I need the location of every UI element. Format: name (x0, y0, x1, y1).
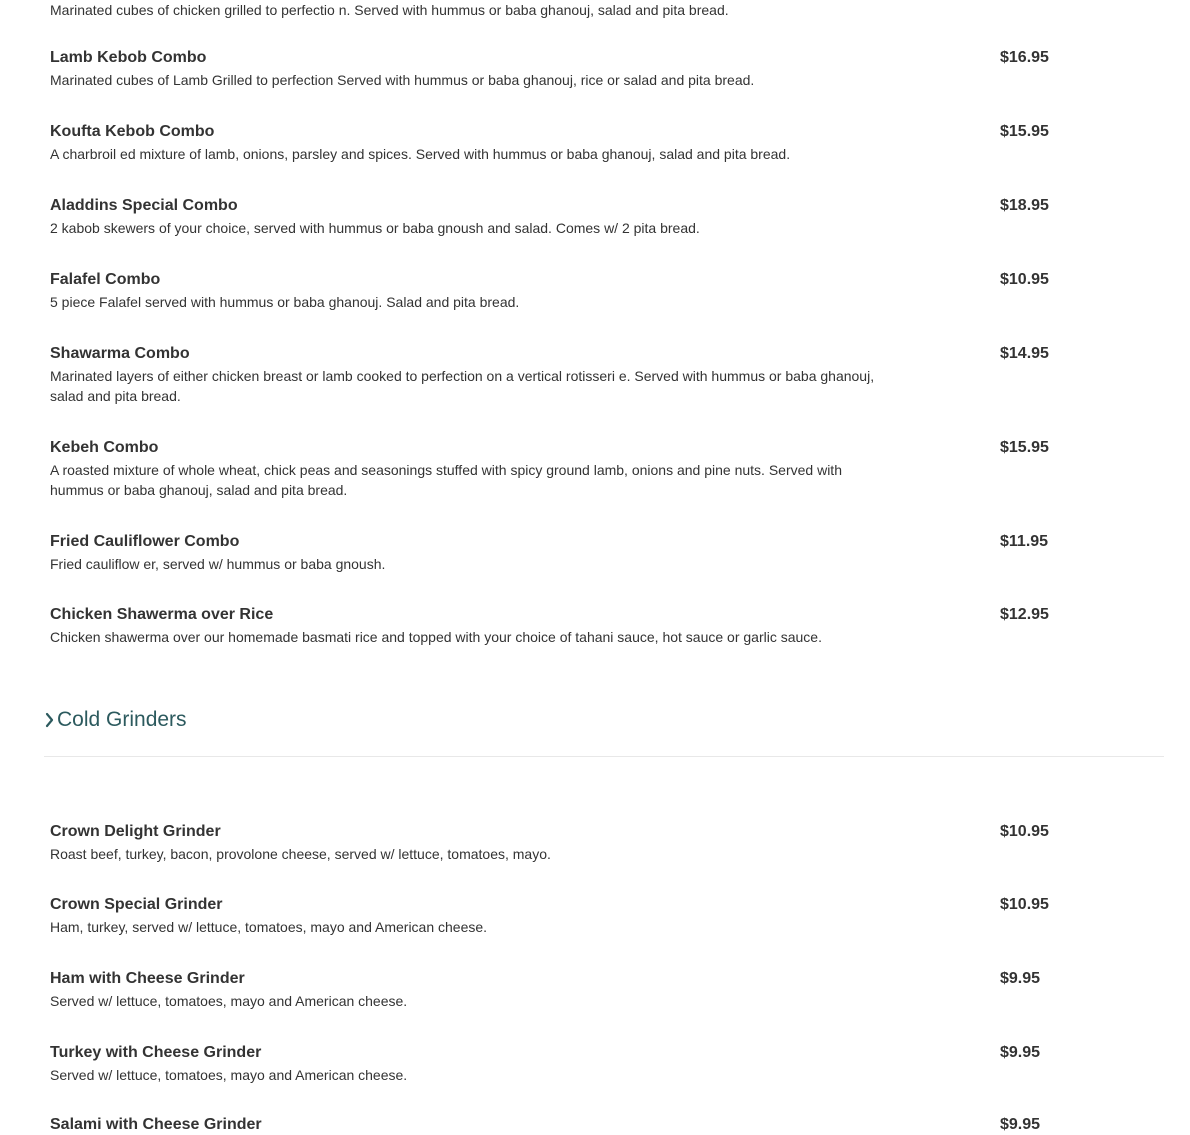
menu-item-price: $9.95 (1000, 1116, 1041, 1133)
menu-item-name: Lamb Kebob Combo (50, 49, 207, 66)
menu-item-description: Served w/ lettuce, tomatoes, mayo and American cheese. (50, 1067, 408, 1083)
menu-item-price: $9.95 (1000, 1044, 1041, 1061)
menu-item-name: Turkey with Cheese Grinder (50, 1044, 262, 1061)
menu-item-description: Ham, turkey, served w/ lettuce, tomatoes, mayo and American cheese. (50, 919, 488, 935)
menu-item-price: $15.95 (1000, 123, 1049, 140)
menu-item-price: $10.95 (1000, 823, 1049, 840)
section-header-cold-grinders[interactable] (44, 700, 1164, 757)
menu-item-name: Koufta Kebob Combo (50, 123, 215, 140)
menu-item-name: Shawarma Combo (50, 345, 190, 362)
menu-item-price: $10.95 (1000, 896, 1049, 913)
menu-item-description: Served w/ lettuce, tomatoes, mayo and American cheese. (50, 993, 408, 1009)
menu-item-description: Marinated cubes of chicken grilled to perfectio n. Served with hummus or baba ghanouj, salad and pita bread. (50, 2, 729, 18)
menu-item-price: $10.95 (1000, 271, 1049, 288)
menu-item-name: Crown Delight Grinder (50, 823, 221, 840)
menu-item-name: Falafel Combo (50, 271, 161, 288)
menu-item-price: $9.95 (1000, 970, 1041, 987)
menu-item-description: Marinated layers of either chicken breast or lamb cooked to perfection on a vertical rotisseri e. Served with hummus or baba ghanouj, salad and pita bread. (50, 368, 875, 404)
menu-item-name: Ham with Cheese Grinder (50, 970, 245, 987)
menu-item-description: Marinated cubes of Lamb Grilled to perfection Served with hummus or baba ghanouj, rice or salad and pita bread. (50, 72, 755, 88)
menu-item-description: A roasted mixture of whole wheat, chick peas and seasonings stuffed with spicy ground lamb, onions and pine nuts. Served with hummus or baba ghanouj, salad and pita bread. (50, 462, 842, 498)
menu-item-description: Roast beef, turkey, bacon, provolone cheese, served w/ lettuce, tomatoes, mayo. (50, 846, 551, 862)
menu-item-name: Aladdins Special Combo (50, 197, 238, 214)
menu-item-description: Fried cauliflow er, served w/ hummus or baba gnoush. (50, 556, 386, 572)
menu-item-description: A charbroil ed mixture of lamb, onions, parsley and spices. Served with hummus or baba ghanouj, salad and pita bread. (50, 146, 791, 162)
menu-item-price: $18.95 (1000, 197, 1049, 214)
menu-item-price: $15.95 (1000, 439, 1049, 456)
menu-item-name: Crown Special Grinder (50, 896, 223, 913)
menu-item-price: $14.95 (1000, 345, 1049, 362)
menu-item-description: Chicken shawerma over our homemade basmati rice and topped with your choice of tahani sauce, hot sauce or garlic sauce. (50, 629, 822, 645)
menu-item-name: Chicken Shawerma over Rice (50, 606, 274, 623)
menu-item-price: $16.95 (1000, 49, 1049, 66)
menu-item-name: Kebeh Combo (50, 439, 159, 456)
menu-item-description: 5 piece Falafel served with hummus or baba ghanouj. Salad and pita bread. (50, 294, 520, 310)
section-title: Cold Grinders (57, 708, 187, 731)
menu-item-name: Salami with Cheese Grinder (50, 1116, 262, 1133)
menu-item-price: $11.95 (1000, 533, 1049, 550)
menu-item-price: $12.95 (1000, 606, 1049, 623)
chevron-right-icon (44, 709, 56, 731)
menu-item-description: 2 kabob skewers of your choice, served with hummus or baba gnoush and salad. Comes w/ 2 pita bread. (50, 220, 700, 236)
menu-item-name: Fried Cauliflower Combo (50, 533, 240, 550)
